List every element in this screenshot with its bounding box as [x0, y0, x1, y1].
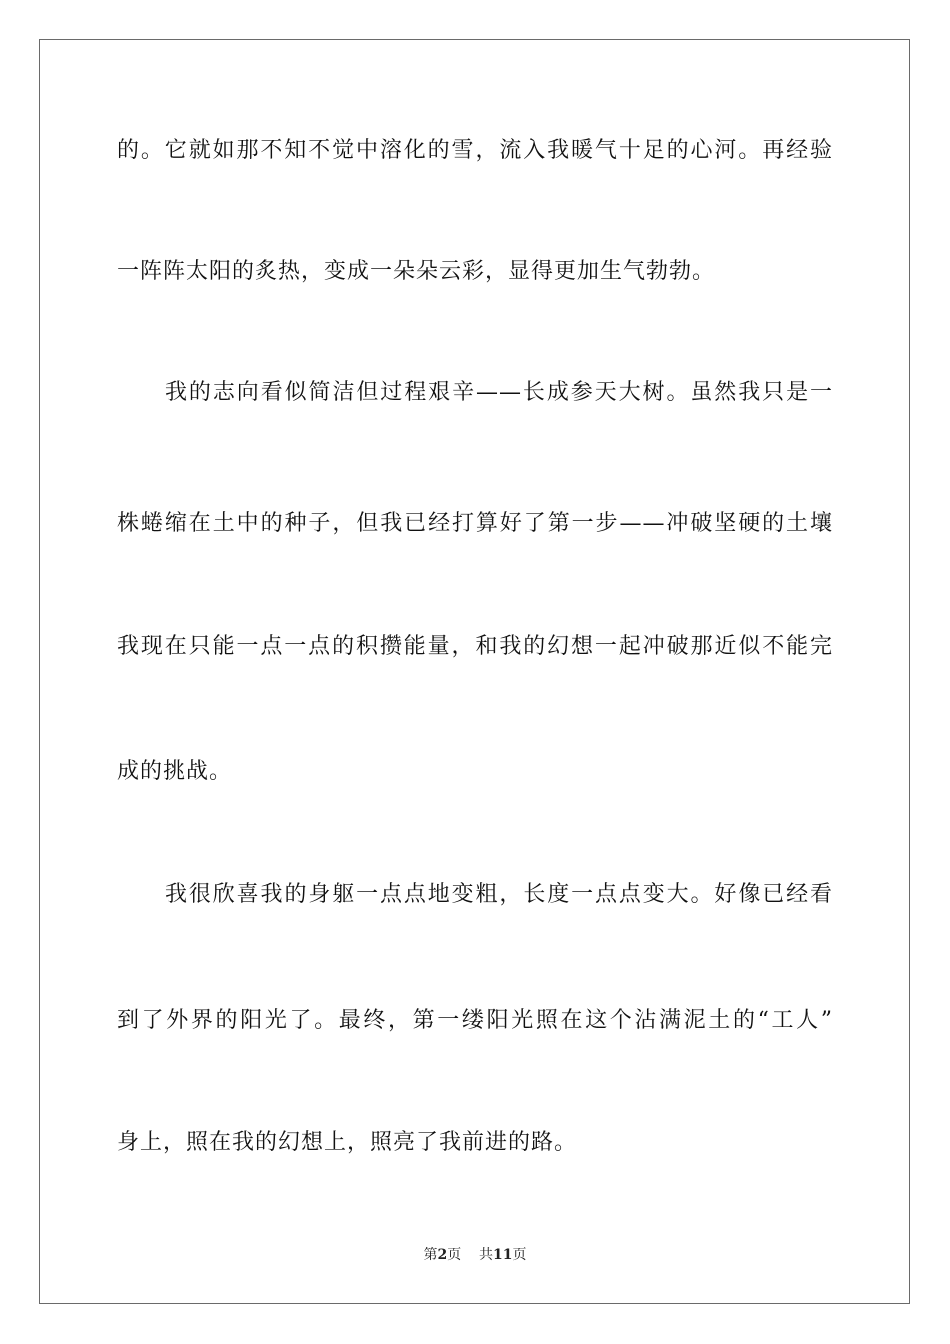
text-line-4: 株蜷缩在土中的种子，但我已经打算好了第一步——冲破坚硬的土壤 [117, 511, 833, 536]
total-prefix: 共 [479, 1247, 494, 1263]
page-suffix: 页 [447, 1247, 462, 1263]
page-footer [0, 1245, 950, 1265]
total-pages: 11 [493, 1247, 513, 1263]
text-line-9: 身上，照在我的幻想上，照亮了我前进的路。 [117, 1130, 578, 1155]
text-line-8: 到了外界的阳光了。最终，第一缕阳光照在这个沾满泥土的“工人” [117, 1008, 833, 1033]
page-number: 2 [437, 1247, 448, 1263]
text-line-5: 我现在只能一点一点的积攒能量，和我的幻想一起冲破那近似不能完 [117, 634, 833, 659]
text-line-1: 的。它就如那不知不觉中溶化的雪，流入我暖气十足的心河。再经验 [117, 138, 833, 163]
text-line-3: 我的志向看似简洁但过程艰辛——长成参天大树。虽然我只是一 [165, 380, 833, 405]
page-border [39, 39, 910, 1304]
page-prefix: 第 [423, 1247, 438, 1263]
text-line-7: 我很欣喜我的身躯一点点地变粗，长度一点点变大。好像已经看 [165, 882, 833, 907]
text-line-6: 成的挑战。 [117, 759, 233, 784]
text-line-2: 一阵阵太阳的炙热，变成一朵朵云彩，显得更加生气勃勃。 [117, 259, 716, 284]
total-suffix: 页 [512, 1247, 527, 1263]
